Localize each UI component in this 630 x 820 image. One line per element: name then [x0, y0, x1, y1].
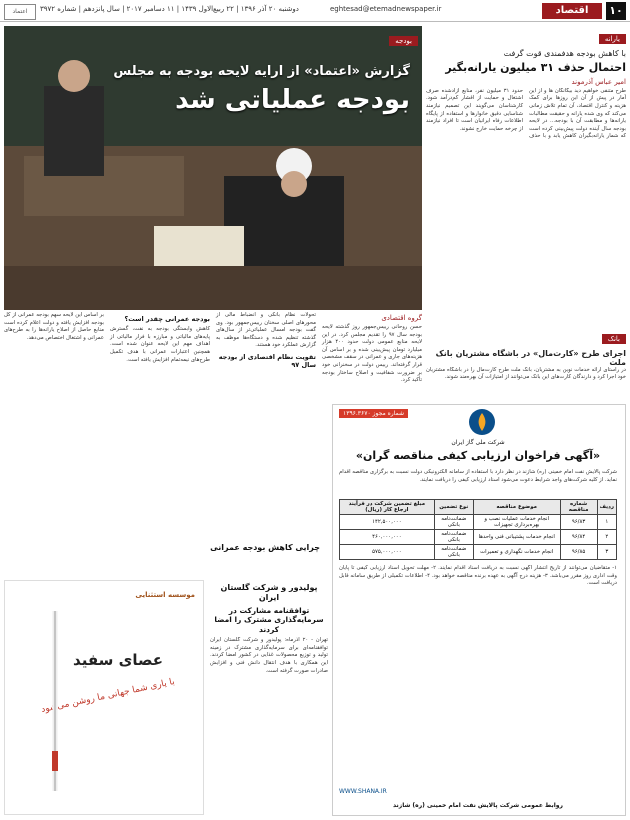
- lead-col-b: [216, 312, 316, 532]
- lead-col-c: [110, 312, 210, 532]
- lead-headline: بودجه عملیاتی شد: [175, 85, 410, 115]
- section-tag-yaraneh: یارانه: [599, 34, 626, 44]
- right-author: امیر عباس آذرموند: [571, 77, 626, 86]
- lead-title-block: [90, 64, 410, 115]
- email-address[interactable]: eghtesad@etemadnewspaper.ir: [330, 5, 442, 13]
- cane-title: عصای سفید: [73, 651, 163, 669]
- section-label: اقتصاد: [542, 3, 602, 19]
- newspaper-logo: اعتماد: [4, 4, 36, 20]
- page-number: ۱۰: [606, 2, 626, 20]
- date-line: دوشنبه ۲۰ آذر ۱۳۹۶ | ۲۲ ربیع‌الاول ۱۴۳۹ | ۱۱ دسامبر ۲۰۱۷ | سال پانزدهم | شماره ۳۹۷۲: [40, 5, 299, 13]
- cane-icon: [25, 601, 85, 801]
- right-body: طرح متنفی خواهیم دید بیگانگان ها و از این آمار در پیش از آن این روزها برای کمک هزینه و کنترل اقتصاد، آن تمام تلاش زمانی می‌کند که وی شده یارانه و حقیقت مطالبات یارانه‌ها و مطابقت آن با بودجه... در لایحه بودجه سال آینده دولت پیش‌بینی کرده است که شمار یارانه‌بگیران کاهش یابد و با حذف حدود ۳۱ میلیون نفر، منابع آزادشده صرف اشتغال و حمایت از اقشار کم‌درآمد شود. کارشناسان می‌گویند این تصمیم نیازمند شناسایی دقیق خانوارها و استفاده از پایگاه اطلاعات رفاه ایرانیان است تا افراد نیازمند از چرخه حمایت خارج نشوند.: [426, 87, 626, 140]
- lead-subhead-d: چرایی کاهش بودجه عمرانی: [210, 543, 320, 552]
- lead-subhead-c: بودجه عمرانی چقدر است؟: [124, 315, 210, 323]
- lead-col-b-text: تحولات نظام بانکی و انضباط مالی از محورهای اصلی سخنان رییس‌جمهور بود. وی گفت بودجه امسال عملیاتی‌تر از سال‌های گذشته تنظیم شده و دستگاه‌ها موظف به گزارش عملکرد خود هستند.: [216, 312, 316, 349]
- bank-kicker: اجرای طرح «کارت‌مال» در باشگاه مشتریان بانک ملت: [435, 348, 626, 367]
- tender-footer: روابط عمومی شرکت پالایش نفت امام خمینی (ره) شازند: [393, 802, 563, 809]
- lead-col-c-text: کاهش وابستگی بودجه به نفت، گسترش پایه‌های مالیاتی و مبارزه با فرار مالیاتی از اهداف مهم این لایحه عنوان شده است. همچنین اعتبارات عمرانی با هدف تکمیل طرح‌های نیمه‌تمام افزایش یافته است.: [110, 326, 210, 363]
- right-headline: احتمال حذف ۳۱ میلیون یارانه‌بگیر: [445, 61, 626, 74]
- cane-org: موسسه استثنایی: [135, 591, 195, 599]
- cane-slogan: با یاری شما جهانی ما روشن می‌شود: [40, 676, 176, 716]
- table-row: ۱ ۹۶/۸۳ انجام خدمات عملیات نصب و بهره‌برداری تجهیزات ضمانت‌نامه بانکی ۱۴۲,۵۰۰,۰۰۰: [340, 515, 617, 530]
- bank-body: در راستای ارائه خدمات نوین به مشتریان، بانک ملت طرح کارت‌مال را در باشگاه مشتریان خود اجرا کرد و دارندگان کارت‌های این بانک می‌توانند از امتیازات آن بهره‌مند شوند.: [426, 366, 626, 381]
- tender-body: ۱- متقاضیان می‌توانند از تاریخ انتشار آگهی نسبت به دریافت اسناد اقدام نمایند. ۲- مهلت تحویل اسناد ارزیابی کیفی تا پایان وقت اداری روز مقرر می‌باشد. ۳- هزینه درج آگهی به عهده برنده مناقصه خواهد بود. ۴- اطلاعات تکمیلی از طریق سامانه قابل دریافت است.: [339, 565, 617, 587]
- white-cane-ad: [4, 580, 204, 815]
- lead-col-d-text: بر اساس این لایحه سهم بودجه عمرانی از کل بودجه افزایش یافته و دولت اعلام کرده است منابع حاصل از اصلاح یارانه‌ها را به طرح‌های عمرانی و اشتغال اختصاص می‌دهد.: [4, 312, 104, 341]
- gas-flame-logo: [467, 407, 497, 437]
- section-tag-bank: بانک: [602, 334, 626, 344]
- golestan-title: پولیدور و شرکت گلستان ایران: [220, 583, 318, 602]
- tender-col-guarantee-type: نوع تضمین: [434, 500, 473, 515]
- tender-title: «آگهی فراخوان ارزیابی کیفی مناقصه گران»: [355, 449, 601, 462]
- tender-col-number: شماره مناقصه: [560, 500, 597, 515]
- lead-kicker: گزارش «اعتماد» از ارایه لایحه بودجه به مجلس: [113, 64, 410, 79]
- lead-author: گروه اقتصادی: [381, 314, 422, 322]
- tender-badge: شماره مجوز ۱۳۹۶.۳۶۷۰: [339, 409, 408, 418]
- page-header: [0, 0, 630, 22]
- golestan-subtitle: توافقنامه مشارکت در سرمایه‌گذاری مشترک را امضا کردند: [214, 606, 324, 634]
- tender-org: شرکت ملی گاز ایران: [451, 439, 505, 446]
- right-kicker: با کاهش بودجه هدفمندی قوت گرفت: [503, 49, 626, 58]
- table-row: ۲ ۹۶/۸۴ انجام خدمات پشتیبانی فنی واحدها ضمانت‌نامه بانکی ۴۶۰,۰۰۰,۰۰۰: [340, 530, 617, 545]
- lead-subhead-b: تقویت نظام اقتصادی از بودجه سال ۹۷: [218, 352, 316, 370]
- lead-col-d: [4, 312, 104, 532]
- tender-intro: شرکت پالایش نفت امام خمینی (ره) شازند در نظر دارد با استفاده از سامانه الکترونیکی دولت نسبت به برگزاری مناقصه اقدام نماید. از کلیه شرکت‌های واجد شرایط دعوت می‌شود اسناد ارزیابی کیفی را دریافت نمایند.: [339, 469, 617, 483]
- lead-col-a-text: حسن روحانی رییس‌جمهور روز گذشته لایحه بودجه سال ۹۷ را تقدیم مجلس کرد. در این لایحه منابع عمومی دولت حدود ۴۰۰ هزار میلیارد تومان پیش‌بینی شده و بر اساس آن هزینه‌های جاری و عمرانی در سقف مشخصی قرار گرفته‌اند. رییس دولت در سخنرانی خود بر ضرورت شفافیت و اصلاح ساختار بودجه تأکید کرد.: [322, 324, 422, 384]
- tender-col-subject: موضوع مناقصه: [473, 500, 560, 515]
- golestan-ad: [210, 580, 328, 815]
- right-column: [426, 26, 626, 398]
- golestan-body: تهران - ۲۰ آذرماه: پولیدور و شرکت گلستان ایران توافقنامه‌ای برای سرمایه‌گذاری مشترک در زمینه تولید و توزیع محصولات غذایی در کشور امضا کردند. این همکاری با هدف انتقال دانش فنی و افزایش صادرات صورت گرفته است.: [210, 637, 328, 674]
- lead-tag: بودجه: [389, 36, 418, 46]
- table-row: ۳ ۹۶/۸۵ انجام خدمات نگهداری و تعمیرات ضمانت‌نامه بانکی ۵۷۵,۰۰۰,۰۰۰: [340, 545, 617, 560]
- tender-site[interactable]: WWW.SHANA.IR: [339, 788, 387, 795]
- lead-photo: [4, 26, 422, 310]
- tender-col-guarantee-amount: مبلغ تضمین شرکت در فرآیند ارجاع کار (ریال): [340, 500, 435, 515]
- tender-table: [339, 499, 617, 560]
- tender-ad: [332, 404, 626, 816]
- tender-col-row: ردیف: [597, 500, 616, 515]
